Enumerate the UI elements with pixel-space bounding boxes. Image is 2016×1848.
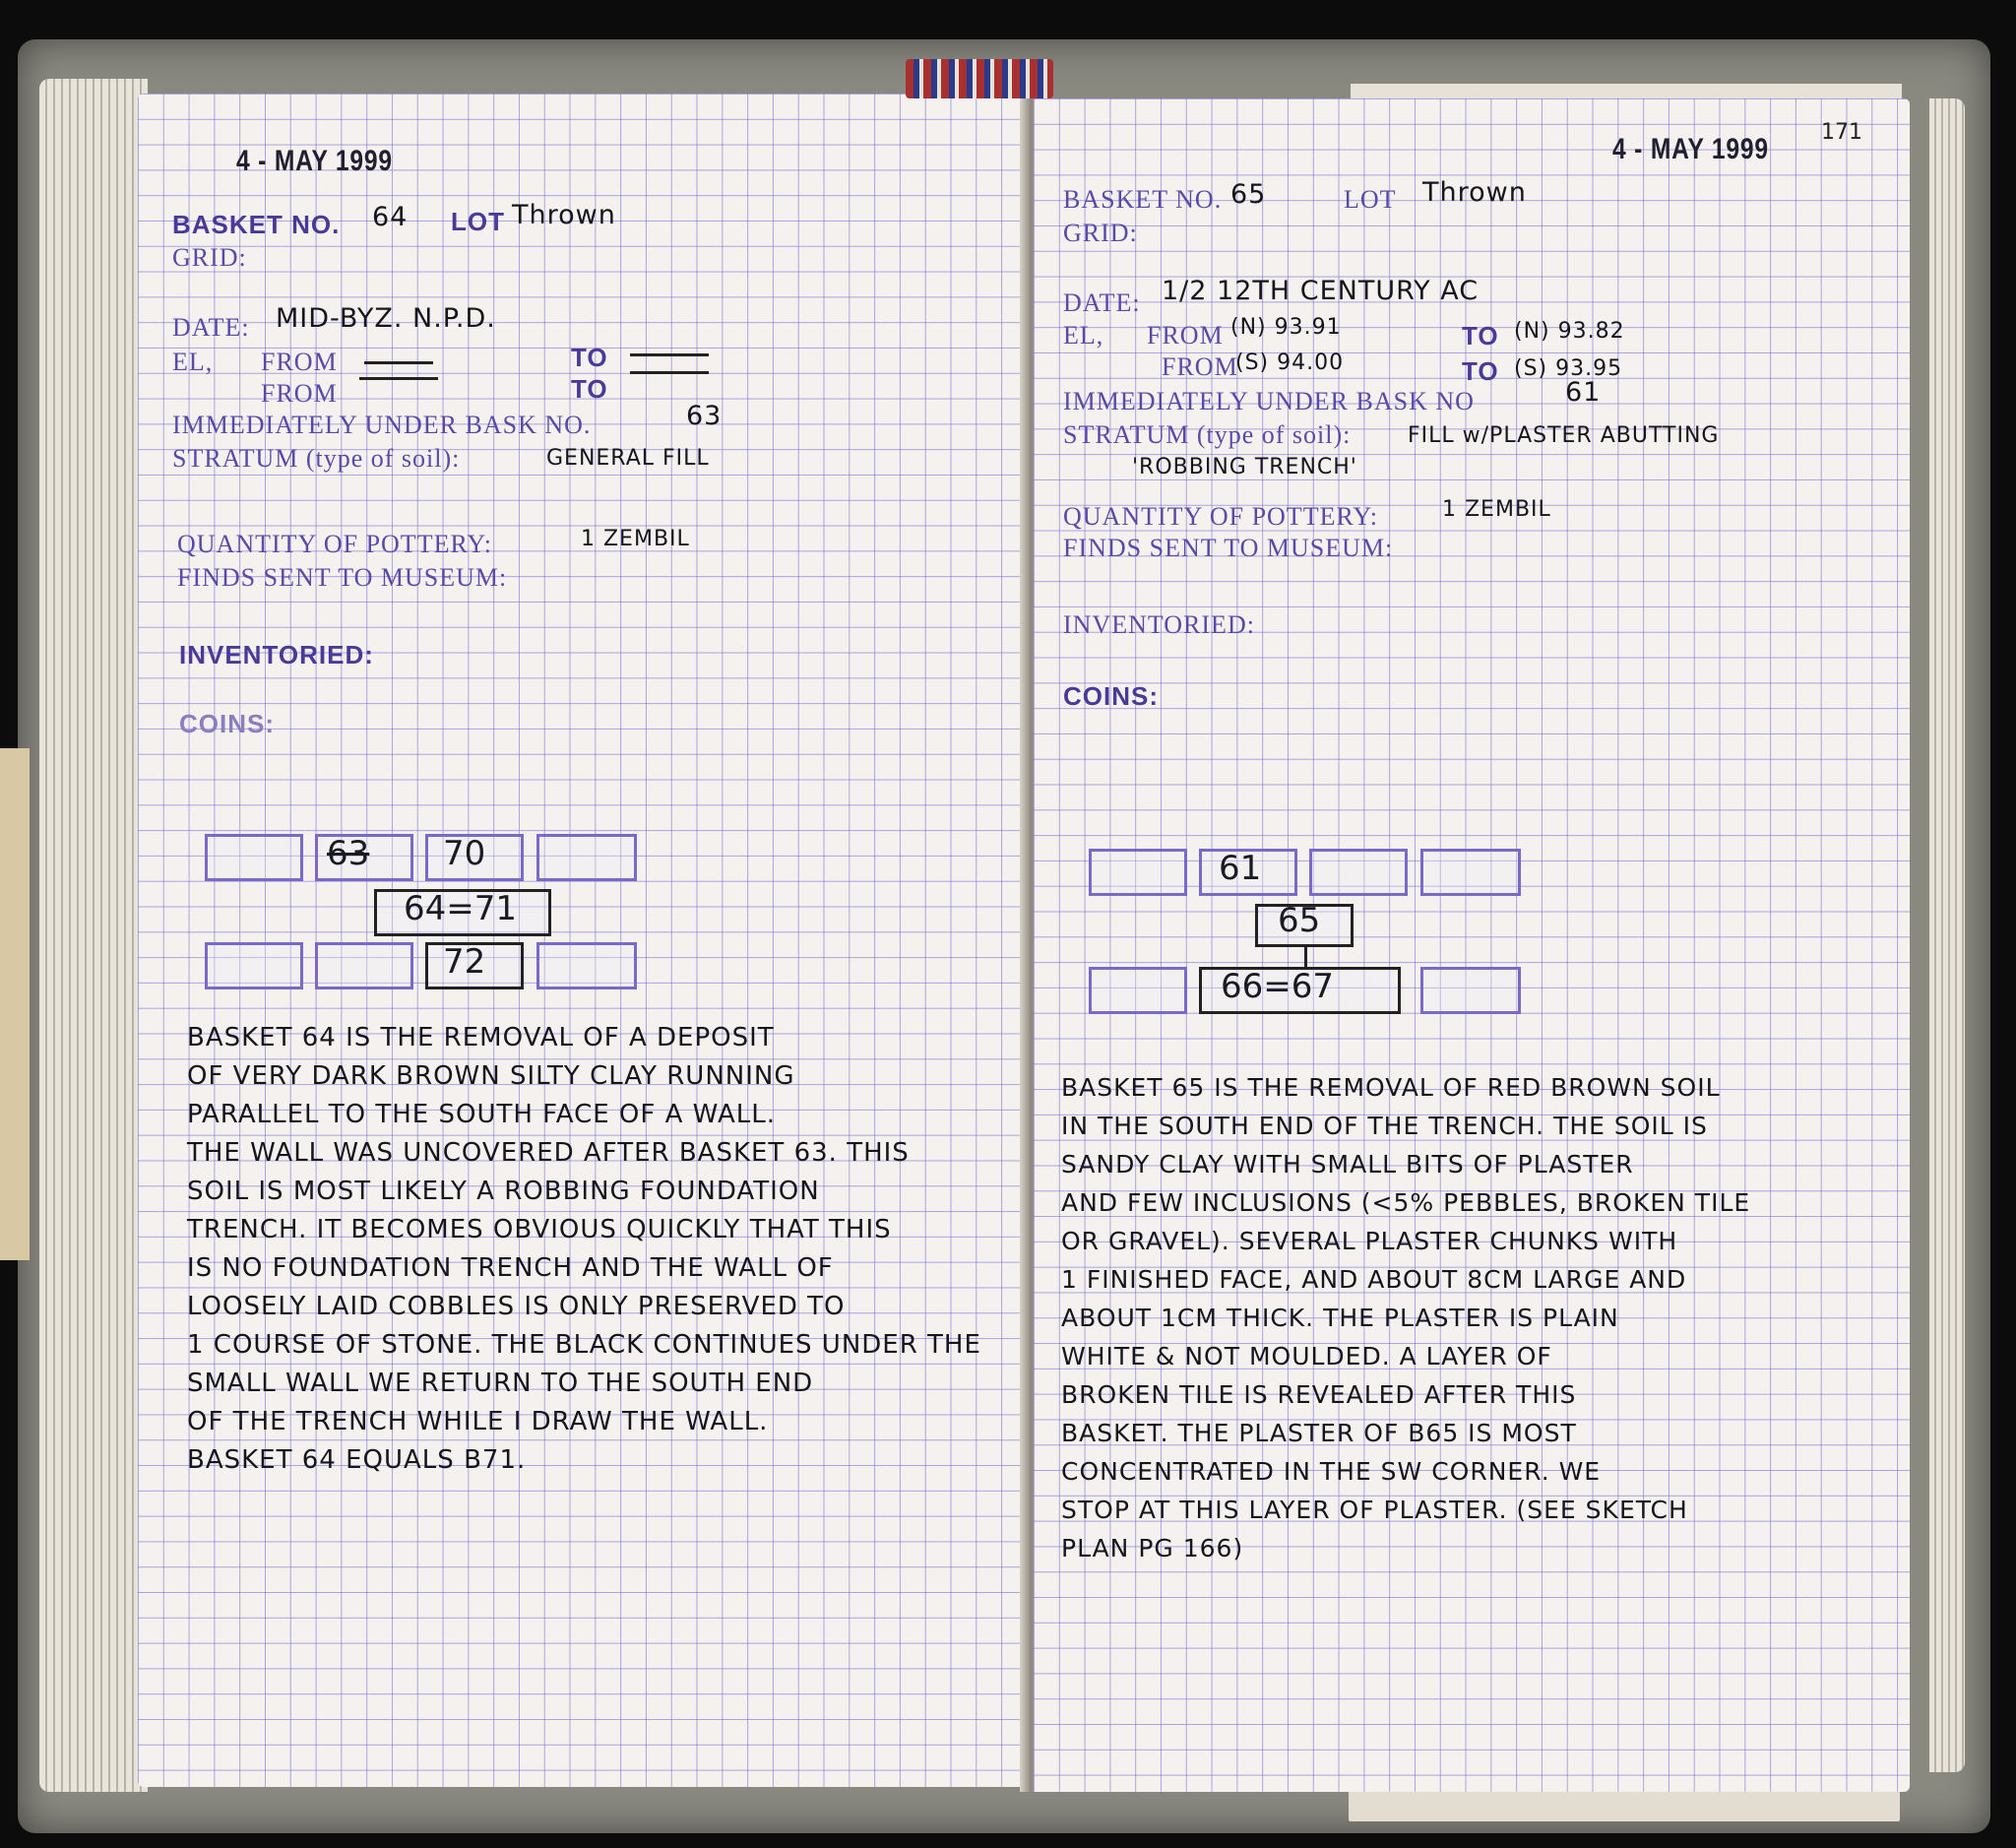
diagram-box [1089, 967, 1187, 1014]
el-label: EL, [172, 348, 214, 376]
from-north: (N) 93.91 [1230, 315, 1342, 340]
grid-label: GRID: [1063, 219, 1138, 247]
under-label: IMMEDIATELY UNDER BASK NO. [172, 411, 592, 439]
pottery-value: 1 ZEMBIL [581, 527, 690, 551]
notes-line: ABOUT 1CM THICK. THE PLASTER IS PLAIN [1061, 1304, 1619, 1332]
lot-value: Thrown [1422, 177, 1527, 208]
basket-label: BASKET NO. [1063, 185, 1223, 214]
blank-stroke [364, 361, 433, 364]
field-notes [187, 1019, 981, 1480]
notes-line: LOOSELY LAID COBBLES IS ONLY PRESERVED TO [187, 1292, 846, 1321]
stratum-value: FILL w/PLASTER ABUTTING [1408, 423, 1720, 448]
under-label: IMMEDIATELY UNDER BASK NO [1063, 387, 1475, 415]
finds-label: FINDS SENT TO MUSEUM: [177, 563, 508, 592]
diagram-label: 72 [443, 942, 486, 982]
notes-line: OF VERY DARK BROWN SILTY CLAY RUNNING [187, 1061, 795, 1091]
notes-line: 1 COURSE OF STONE. THE BLACK CONTINUES UNDER THE [187, 1330, 981, 1360]
date-value: MID-BYZ. N.P.D. [276, 303, 496, 334]
diagram-box [1309, 849, 1408, 896]
lot-label: LOT [1344, 185, 1397, 214]
inventoried-label: INVENTORIED: [1063, 610, 1255, 639]
from-label-1: FROM [1147, 321, 1224, 350]
date-value: 1/2 12TH CENTURY AC [1162, 276, 1480, 306]
field-notes [1061, 1068, 1750, 1567]
page-edges-left [39, 79, 148, 1792]
finds-label: FINDS SENT TO MUSEUM: [1063, 534, 1394, 562]
to-label-2: TO [1462, 356, 1499, 386]
lot-label: LOT [451, 207, 505, 236]
diagram-box [1420, 967, 1521, 1014]
pottery-label: QUANTITY OF POTTERY: [1063, 502, 1378, 531]
notes-line: BASKET. THE PLASTER OF B65 IS MOST [1061, 1419, 1577, 1447]
notes-line: IS NO FOUNDATION TRENCH AND THE WALL OF [187, 1253, 834, 1283]
notes-line: WHITE & NOT MOULDED. A LAYER OF [1061, 1342, 1552, 1370]
pottery-value: 1 ZEMBIL [1442, 497, 1551, 522]
blank-stroke [630, 353, 709, 356]
date-label: DATE: [1063, 288, 1141, 317]
blank-stroke [359, 377, 438, 380]
diagram-box [536, 942, 637, 989]
diagram-box [205, 834, 303, 881]
elastic-strap [0, 748, 30, 1260]
diagram-label: 70 [443, 834, 486, 873]
notes-line: OR GRAVEL). SEVERAL PLASTER CHUNKS WITH [1061, 1227, 1678, 1255]
notes-line: BASKET 64 EQUALS B71. [187, 1445, 527, 1475]
notes-line: CONCENTRATED IN THE SW CORNER. WE [1061, 1457, 1602, 1486]
basket-label: BASKET NO. [172, 210, 341, 239]
under-value: 61 [1565, 377, 1602, 408]
from-south: (S) 94.00 [1235, 350, 1345, 375]
stratum-label: STRATUM (type of soil): [1063, 420, 1352, 449]
notes-line: AND FEW INCLUSIONS (<5% PEBBLES, BROKEN TILE [1061, 1188, 1751, 1217]
lot-value: Thrown [512, 200, 616, 230]
from-label-1: FROM [261, 348, 338, 376]
notes-line: PLAN PG 166) [1061, 1534, 1244, 1562]
to-south: (S) 93.95 [1514, 356, 1623, 381]
diagram-label: 65 [1278, 901, 1321, 940]
right-page [1034, 98, 1910, 1792]
stratum-value-2: 'ROBBING TRENCH' [1132, 455, 1357, 479]
diagram-label: 63 [327, 834, 370, 873]
diagram-box [536, 834, 637, 881]
notes-line: IN THE SOUTH END OF THE TRENCH. THE SOIL IS [1061, 1112, 1708, 1140]
notes-line: TRENCH. IT BECOMES OBVIOUS QUICKLY THAT THIS [187, 1215, 892, 1244]
diagram-label: 64=71 [404, 889, 518, 928]
page-edges-right [1929, 98, 1965, 1772]
notes-line: BASKET 64 IS THE REMOVAL OF A DEPOSIT [187, 1023, 775, 1052]
diagram-connector [1304, 947, 1307, 969]
diagram-label: 61 [1219, 849, 1262, 888]
under-value: 63 [686, 401, 723, 431]
notes-line: PARALLEL TO THE SOUTH FACE OF A WALL. [187, 1100, 776, 1129]
notes-line: SOIL IS MOST LIKELY A ROBBING FOUNDATION [187, 1177, 820, 1206]
diagram-box [1420, 849, 1521, 896]
notes-line: OF THE TRENCH WHILE I DRAW THE WALL. [187, 1407, 769, 1436]
diagram-box [205, 942, 303, 989]
page-date: 4 - MAY 1999 [1612, 133, 1769, 165]
coins-label: COINS: [179, 709, 275, 738]
basket-number: 65 [1230, 179, 1267, 210]
diagram-box [315, 942, 413, 989]
notes-line: THE WALL WAS UNCOVERED AFTER BASKET 63. THIS [187, 1138, 910, 1168]
notes-line: BASKET 65 IS THE REMOVAL OF RED BROWN SOIL [1061, 1073, 1721, 1102]
inventoried-label: INVENTORIED: [179, 640, 374, 669]
stratum-value: GENERAL FILL [546, 446, 710, 471]
date-label: DATE: [172, 313, 250, 342]
grid-label: GRID: [172, 243, 247, 272]
notes-line: SMALL WALL WE RETURN TO THE SOUTH END [187, 1369, 814, 1398]
from-label-2: FROM [1162, 352, 1238, 381]
coins-label: COINS: [1063, 681, 1159, 711]
from-label-2: FROM [261, 379, 338, 408]
headband [906, 59, 1053, 98]
diagram-box [1089, 849, 1187, 896]
diagram-label: 66=67 [1221, 967, 1335, 1006]
stratum-label: STRATUM (type of soil): [172, 444, 461, 473]
to-north: (N) 93.82 [1514, 319, 1625, 344]
notes-line: SANDY CLAY WITH SMALL BITS OF PLASTER [1061, 1150, 1634, 1179]
notes-line: STOP AT THIS LAYER OF PLASTER. (SEE SKETCH [1061, 1496, 1688, 1524]
pottery-label: QUANTITY OF POTTERY: [177, 530, 492, 558]
to-label-1: TO [1462, 321, 1499, 350]
notes-line: BROKEN TILE IS REVEALED AFTER THIS [1061, 1380, 1577, 1409]
notes-line: 1 FINISHED FACE, AND ABOUT 8CM LARGE AND [1061, 1265, 1687, 1294]
left-page [138, 94, 1029, 1787]
basket-number: 64 [372, 202, 409, 232]
el-label: EL, [1063, 321, 1104, 350]
page-number: 171 [1821, 120, 1862, 145]
to-label-1: TO [571, 343, 608, 372]
blank-stroke [630, 371, 709, 374]
page-date: 4 - MAY 1999 [236, 145, 393, 177]
to-label-2: TO [571, 374, 608, 404]
